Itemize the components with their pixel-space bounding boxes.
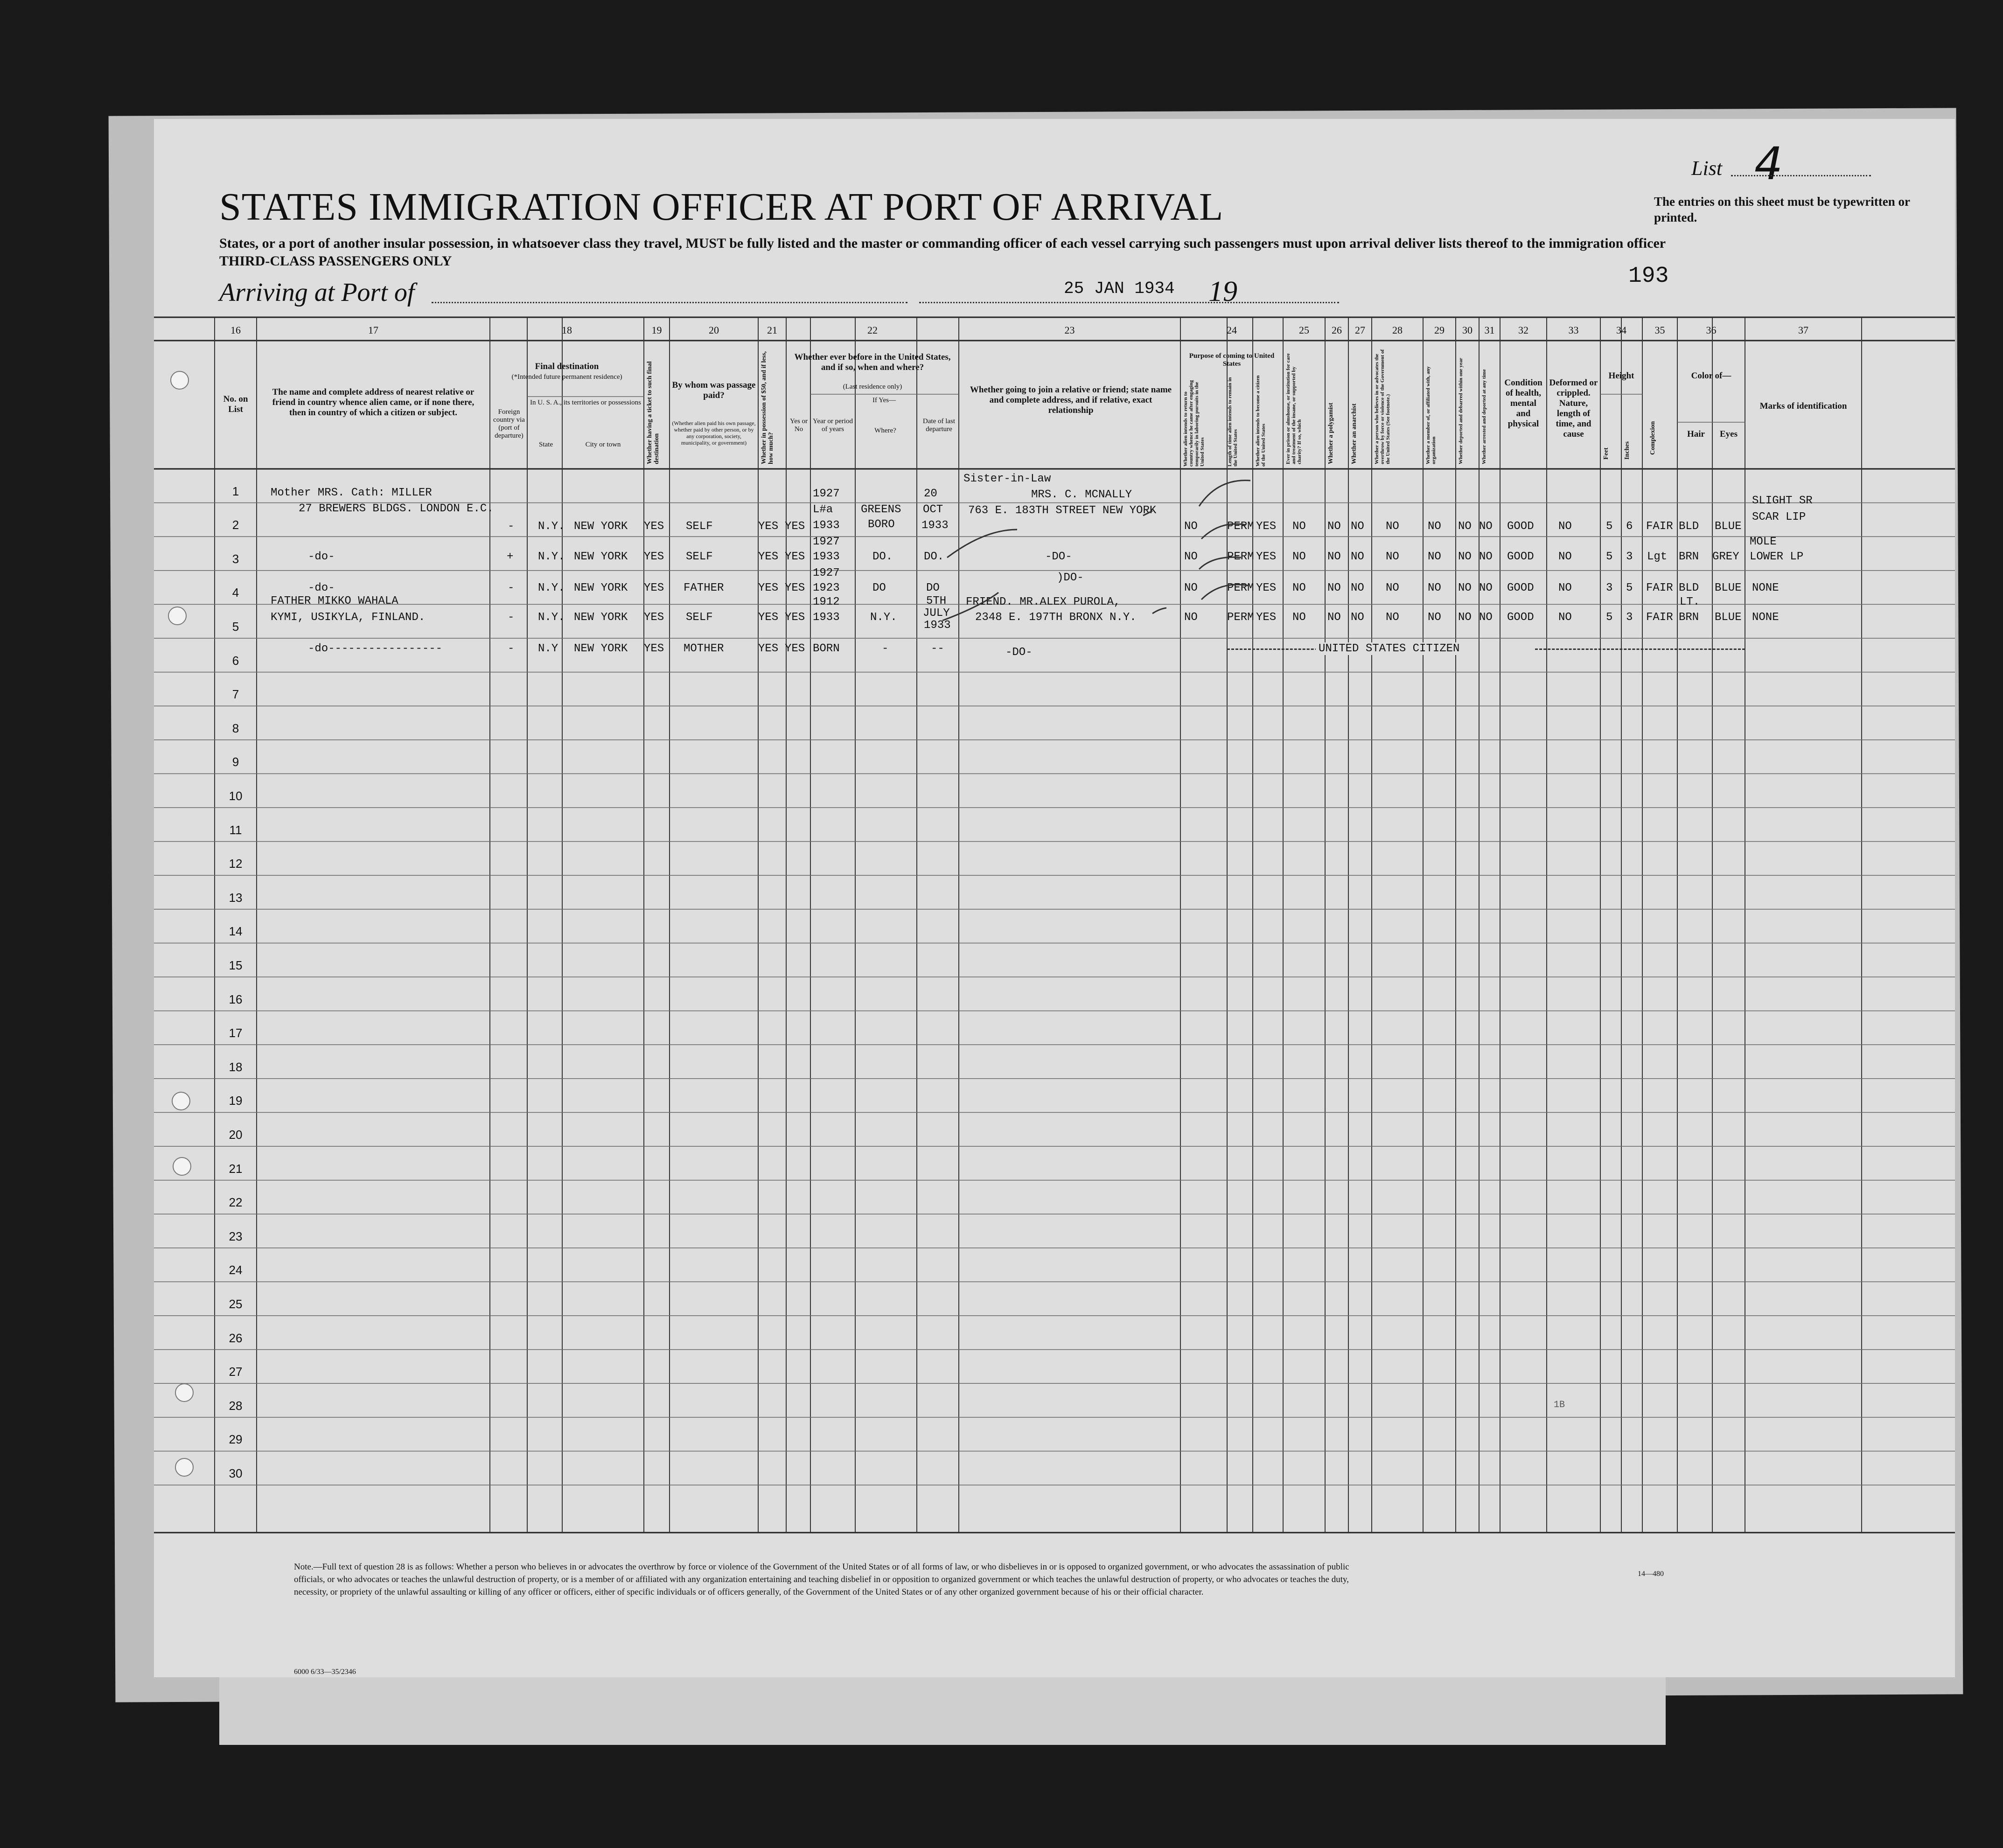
row-number: 2 <box>232 518 239 532</box>
header-citizen-intent: Whether alien intends to become a citizen of the United States <box>1255 375 1266 467</box>
row-number: 9 <box>232 755 239 769</box>
r3-inches: 5 <box>1626 582 1633 594</box>
r3-where: DO <box>872 582 886 594</box>
r4-citizen: YES <box>1256 611 1277 624</box>
colnum-31: 31 <box>1484 324 1495 336</box>
r1-polygamist: NO <box>1327 520 1341 533</box>
r4-length: PERM <box>1227 611 1254 624</box>
header-feet: Feet <box>1603 447 1610 460</box>
r3-overthrow: NO <box>1386 582 1399 594</box>
binder-hole <box>168 607 187 625</box>
row-number: 24 <box>229 1263 243 1277</box>
r4-return: NO <box>1184 611 1198 624</box>
header-height: Height <box>1608 371 1634 381</box>
binder-hole <box>170 371 189 390</box>
r1-anarchist: NO <box>1351 520 1364 533</box>
r2-where: DO. <box>872 551 893 563</box>
r5-paid: MOTHER <box>684 642 724 655</box>
header-no-on-list: No. on List <box>223 394 248 414</box>
r1-organization: NO <box>1428 520 1441 533</box>
r3-year-2: 1923 <box>813 582 840 594</box>
row-number: 12 <box>229 857 243 871</box>
binder-hole <box>173 1157 191 1176</box>
r4-relative-line2: KYMI, USIKYLA, FINLAND. <box>271 611 426 624</box>
r3-return: NO <box>1184 582 1198 594</box>
header-final-destination: Final destination <box>535 362 599 371</box>
r1-relative-line2: 27 BREWERS BLDGS. LONDON E.C. <box>299 502 494 515</box>
class-line: THIRD-CLASS PASSENGERS ONLY <box>219 253 452 269</box>
list-label: List <box>1691 157 1723 180</box>
year-right: 193 <box>1628 264 1669 289</box>
row-number: 15 <box>229 958 243 972</box>
header-health: Condition of health, mental and physical <box>1504 378 1542 429</box>
r3-before: YES <box>785 582 805 594</box>
r4-year-2: 1933 <box>813 611 840 624</box>
r1-overthrow: NO <box>1386 520 1399 533</box>
row-number: 11 <box>229 823 242 837</box>
header-organization: Whether a member of, or affiliated with, any organization <box>1425 366 1437 464</box>
r1-join-relationship: Sister-in-Law <box>963 473 1051 485</box>
r1-return: NO <box>1184 520 1198 533</box>
r3-money: YES <box>758 582 779 594</box>
r3-join: )DO- <box>1057 572 1084 584</box>
r2-money: YES <box>758 551 779 563</box>
r3-paid: FATHER <box>684 582 724 594</box>
r1-health: GOOD <box>1507 520 1534 533</box>
colnum-16: 16 <box>230 324 241 336</box>
colnum-35: 35 <box>1654 324 1665 336</box>
header-prison: Ever in prison or almshouse, or institution for care and treatment of the insane, or supported by charity? If so, which <box>1285 353 1302 464</box>
row-number: 8 <box>232 721 239 735</box>
r1-year-3: 1933 <box>813 519 840 532</box>
r2-return: NO <box>1184 551 1198 563</box>
r2-paid: SELF <box>686 551 713 563</box>
r3-citizen: YES <box>1256 582 1277 594</box>
r4-eyes: BLUE <box>1715 611 1742 624</box>
r3-year-1: 1927 <box>813 567 840 579</box>
colnum-33: 33 <box>1568 324 1579 336</box>
row-number: 10 <box>229 789 243 803</box>
footnote: Note.—Full text of question 28 is as follows: Whether a person who believes in or advocates the overthrow by force or violence of the Government of the United States or of all forms of law, or who disbelieves in or is opposed to organized government, or who advocates the assassination of public officials, or who advocates or teaches the unlawful destruction of property, or is a member of or affiliated with any organization entertaining and teaching disbelief in or opposition to organized government or which teaches the unlawful destruction of property, or who advocates or teaches the duty, necessity, or propriety of the unlawful assaulting or killing of any officer or officers, either of specific individuals or of officers generally, of the Government of the United States or of any other organized government because of his or their official character. <box>294 1562 1349 1597</box>
colnum-34: 34 <box>1616 324 1626 336</box>
header-before-in-us: Whether ever before in the United States, and if so, when and where? <box>794 352 951 372</box>
r3-hair: BLD <box>1679 582 1699 594</box>
r3-deported: NO <box>1458 582 1472 594</box>
r2-year-1: 1927 <box>813 536 840 548</box>
r4-relative-line1: FATHER MIKKO WAHALA <box>271 595 398 607</box>
list-number: 4 <box>1754 138 1783 190</box>
row-number: 14 <box>229 924 243 939</box>
row-number: 27 <box>229 1365 243 1379</box>
r4-overthrow: NO <box>1386 611 1399 624</box>
header-hair: Hair <box>1687 429 1705 439</box>
r2-ticket: YES <box>644 551 664 563</box>
r5-departure: -- <box>931 642 944 655</box>
colnum-18: 18 <box>562 324 572 336</box>
r4-inches: 3 <box>1626 611 1633 624</box>
r1-join-address: 763 E. 183TH STREET NEW YORK <box>968 504 1157 517</box>
r2-health: GOOD <box>1507 551 1534 563</box>
row-number: 18 <box>229 1060 243 1074</box>
header-inches: Inches <box>1624 441 1631 460</box>
r3-arrested: NO <box>1479 582 1493 594</box>
r1-citizen: YES <box>1256 520 1277 533</box>
r4-marks: NONE <box>1752 611 1779 624</box>
colnum-21: 21 <box>767 324 777 336</box>
r1-year-1: 1927 <box>813 488 840 500</box>
r3-relative: -do- <box>308 582 335 594</box>
r1-deported: NO <box>1458 520 1472 533</box>
row-number: 22 <box>229 1195 243 1210</box>
r2-marks-1: MOLE <box>1750 536 1777 548</box>
header-complexion: Complexion <box>1649 421 1656 455</box>
row-number: 13 <box>229 890 243 905</box>
r1-join-name: MRS. C. MCNALLY <box>1031 488 1132 501</box>
r2-hair: BRN <box>1679 551 1699 563</box>
arriving-label: Arriving at Port of <box>219 278 415 307</box>
colnum-23: 23 <box>1064 324 1075 336</box>
r3-ticket: YES <box>644 582 664 594</box>
header-yes-no: Yes or No <box>789 418 808 433</box>
header-if-yes: If Yes— <box>872 397 896 404</box>
colnum-28: 28 <box>1392 324 1403 336</box>
r4-join-1: FRIEND. MR.ALEX PUROLA, <box>966 596 1121 608</box>
colnum-30: 30 <box>1462 324 1473 336</box>
r5-money: YES <box>758 642 779 655</box>
colnum-27: 27 <box>1355 324 1365 336</box>
r2-foreign: + <box>507 551 514 563</box>
header-arrested: Whether arrested and deported at any time <box>1481 369 1487 464</box>
r3-health: GOOD <box>1507 582 1534 594</box>
r3-marks: NONE <box>1752 582 1779 594</box>
row-number: 20 <box>229 1128 243 1142</box>
r4-anarchist: NO <box>1351 611 1364 624</box>
r4-foreign: - <box>508 611 515 624</box>
header-eyes: Eyes <box>1720 429 1738 439</box>
colnum-26: 26 <box>1332 324 1342 336</box>
r2-organization: NO <box>1428 551 1441 563</box>
r3-complexion: FAIR <box>1646 582 1673 594</box>
r1-inches: 6 <box>1626 520 1633 533</box>
row-number: 1 <box>232 484 239 498</box>
r5-citizen-note: UNITED STATES CITIZEN <box>1316 642 1462 655</box>
r4-complexion: FAIR <box>1646 611 1673 624</box>
r3-length: PERM <box>1227 582 1254 594</box>
header-city: City or town <box>585 441 621 448</box>
row-number: 19 <box>229 1094 243 1108</box>
r5-state: N.Y <box>538 642 558 655</box>
header-in-usa: In U. S. A., its territories or possessions <box>530 399 641 406</box>
colnum-29: 29 <box>1434 324 1445 336</box>
r5-born: BORN <box>813 642 840 655</box>
header-last-departure: Date of last departure <box>922 418 956 433</box>
header-passage-paid: By whom was passage paid? <box>672 380 756 400</box>
colnum-22: 22 <box>867 324 878 336</box>
r5-foreign: - <box>508 642 515 655</box>
header-purpose: Purpose of coming to United States <box>1189 352 1275 368</box>
r1-where-2: BORO <box>868 518 895 531</box>
r1-prison: NO <box>1292 520 1306 533</box>
r2-complexion: Lgt <box>1647 551 1668 563</box>
pencil-check-marks <box>154 119 1955 1677</box>
header-deformed: Deformed or crippled. Nature, length of time, and cause <box>1549 378 1598 439</box>
r1-complexion: FAIR <box>1646 520 1673 533</box>
row-number: 5 <box>232 620 239 634</box>
row-number: 21 <box>229 1161 243 1176</box>
r2-city: NEW YORK <box>574 551 628 563</box>
header-foreign-country: Foreign country via (port of departure) <box>493 408 525 439</box>
header-state: State <box>539 441 553 448</box>
colnum-19: 19 <box>651 324 662 336</box>
header-polygamist: Whether a polygamist <box>1327 403 1334 464</box>
row-number: 3 <box>232 551 239 566</box>
r1-eyes: BLUE <box>1715 520 1742 533</box>
r4-hair: BRN <box>1679 611 1699 624</box>
header-ticket: Whether having a ticket to such final destination <box>646 361 660 464</box>
r4-where: N.Y. <box>870 611 897 624</box>
r2-anarchist: NO <box>1351 551 1364 563</box>
r4-money: YES <box>758 611 779 624</box>
r1-where-1: GREENS <box>861 503 901 516</box>
colnum-37: 37 <box>1798 324 1808 336</box>
r4-departure-2: JULY <box>923 607 950 620</box>
r1-city: NEW YORK <box>574 520 628 533</box>
entries-note: The entries on this sheet must be typewritten or printed. <box>1654 195 1910 224</box>
r5-city: NEW YORK <box>574 642 628 655</box>
r1-departure-3: 1933 <box>921 519 949 532</box>
r4-deported: NO <box>1458 611 1472 624</box>
colnum-36: 36 <box>1706 324 1717 336</box>
r2-inches: 3 <box>1626 551 1633 563</box>
r3-departure: DO <box>926 582 940 594</box>
manifest-sheet <box>154 119 1955 1677</box>
header-relative-address: The name and complete address of nearest relative or friend in country whence alien came, or if none there, then in country of which a citizen or subject. <box>272 387 475 418</box>
r4-health: GOOD <box>1507 611 1534 624</box>
r3-feet: 3 <box>1606 582 1613 594</box>
r2-polygamist: NO <box>1327 551 1341 563</box>
r2-deported: NO <box>1458 551 1472 563</box>
header-overthrow: Whether a person who believes in or advocates the overthrow by force or violence of the Government of the United States (See footnote.) <box>1374 349 1391 464</box>
row-number: 26 <box>229 1331 243 1345</box>
header-year: Year or period of years <box>813 418 853 433</box>
r1-departure-2: OCT <box>923 503 943 516</box>
colnum-20: 20 <box>709 324 719 336</box>
r3-deformed: NO <box>1558 582 1572 594</box>
r3-anarchist: NO <box>1351 582 1364 594</box>
r2-departure: DO. <box>924 551 944 563</box>
r2-eyes: GREY <box>1712 551 1739 563</box>
r3-organization: NO <box>1428 582 1441 594</box>
binder-hole <box>175 1383 194 1402</box>
row-number: 4 <box>232 586 239 600</box>
r2-marks-2: LOWER LP <box>1750 551 1804 563</box>
r1-departure-1: 20 <box>924 488 937 500</box>
r4-city: NEW YORK <box>574 611 628 624</box>
header-passage-paid-note: (Whether alien paid his own passage, whether paid by other person, or by any corporation, society, municipality, or government) <box>672 420 756 446</box>
header-anarchist: Whether an anarchist <box>1351 403 1358 464</box>
header-deported: Whether deported and debarred within one year <box>1458 357 1464 464</box>
year-prefix: 19 <box>1208 276 1237 307</box>
r2-length: PERM <box>1227 551 1254 563</box>
row-number: 7 <box>232 687 239 702</box>
r4-join-2: 2348 E. 197TH BRONX N.Y. <box>975 611 1137 624</box>
print-code: 6000 6/33—35/2346 <box>294 1668 356 1676</box>
r4-departure-1: 5TH <box>926 595 947 607</box>
r1-length: PERM <box>1227 520 1254 533</box>
r2-before: YES <box>785 551 805 563</box>
r5-before: YES <box>785 642 805 655</box>
r4-organization: NO <box>1428 611 1441 624</box>
row-number: 30 <box>229 1466 243 1480</box>
r2-citizen: YES <box>1256 551 1277 563</box>
header-final-destination-note: (*Intended future permanent residence) <box>511 373 622 381</box>
r3-eyes: BLUE <box>1715 582 1742 594</box>
r1-money: YES <box>758 520 779 533</box>
r1-year-2: L#a <box>813 503 833 516</box>
header-where: Where? <box>874 427 896 434</box>
header-marks: Marks of identification <box>1759 401 1847 411</box>
r1-hair: BLD <box>1679 520 1699 533</box>
r1-foreign: - <box>508 520 515 533</box>
r4-hair-prefix: LT. <box>1680 596 1700 608</box>
r4-year-1: 1912 <box>813 596 840 608</box>
r1-paid: SELF <box>686 520 713 533</box>
r4-polygamist: NO <box>1327 611 1341 624</box>
r3-city: NEW YORK <box>574 582 628 594</box>
r4-arrested: NO <box>1479 611 1493 624</box>
r3-polygamist: NO <box>1327 582 1341 594</box>
r1-ticket: YES <box>644 520 664 533</box>
r1-feet: 5 <box>1606 520 1613 533</box>
marginal-note: 1B <box>1554 1400 1565 1410</box>
r2-year-2: 1933 <box>813 551 840 563</box>
colnum-17: 17 <box>368 324 378 336</box>
date-stamp: 25 JAN 1934 <box>1064 279 1175 298</box>
r5-join: -DO- <box>1005 646 1033 659</box>
form-number: 14—480 <box>1638 1570 1664 1578</box>
row-number: 25 <box>229 1297 243 1311</box>
r2-deformed: NO <box>1558 551 1572 563</box>
r1-marks-2: SCAR LIP <box>1752 511 1806 523</box>
header-length-of-stay: Length of time alien intends to remain in the United States <box>1227 377 1238 467</box>
binder-hole <box>172 1092 190 1110</box>
r1-relative-line1: Mother MRS. Cath: MILLER <box>271 487 432 499</box>
r2-join: -DO- <box>1045 551 1072 563</box>
r4-prison: NO <box>1292 611 1306 624</box>
header-join-relative: Whether going to join a relative or friend; state name and complete address, and if relative, exact relationship <box>970 385 1172 415</box>
header-return-intent: Whether alien intends to return to country whence he came after engaging temporarily in laboring pursuits in the United States <box>1183 380 1205 467</box>
r3-foreign: - <box>508 582 515 594</box>
r4-before: YES <box>785 611 805 624</box>
r2-feet: 5 <box>1606 551 1613 563</box>
colnum-24: 24 <box>1227 324 1237 336</box>
r4-departure-3: 1933 <box>924 619 951 632</box>
r2-prison: NO <box>1292 551 1306 563</box>
header-color-of: Color of— <box>1691 371 1731 381</box>
row-number: 17 <box>229 1026 243 1040</box>
r1-deformed: NO <box>1558 520 1572 533</box>
r2-state: N.Y. <box>538 551 565 563</box>
r5-where: - <box>882 642 889 655</box>
row-number: 28 <box>229 1398 243 1413</box>
row-number: 16 <box>229 992 243 1006</box>
r2-arrested: NO <box>1479 551 1493 563</box>
r4-state: N.Y. <box>538 611 565 624</box>
r5-relative: -do----------------- <box>308 642 443 655</box>
r1-state: N.Y. <box>538 520 565 533</box>
row-number: 6 <box>232 653 239 668</box>
r2-relative: -do- <box>308 551 335 563</box>
r1-before: YES <box>785 520 805 533</box>
colnum-32: 32 <box>1518 324 1528 336</box>
r3-state: N.Y. <box>538 582 565 594</box>
colnum-25: 25 <box>1299 324 1309 336</box>
r1-arrested: NO <box>1479 520 1493 533</box>
r4-feet: 5 <box>1606 611 1613 624</box>
r2-overthrow: NO <box>1386 551 1399 563</box>
r5-ticket: YES <box>644 642 664 655</box>
r3-prison: NO <box>1292 582 1306 594</box>
instruction-text: States, or a port of another insular possession, in whatsoever class they travel, MUST be fully listed and the master or commanding officer of each vessel carrying such passengers must upon arrival deliver lists thereof to the immigration officer <box>219 236 1666 251</box>
row-number: 23 <box>229 1229 243 1243</box>
header-fifty-dollars: Whether in possession of $50, and if less, how much? <box>761 351 775 464</box>
header-before-note: (Last residence only) <box>843 383 902 391</box>
r4-paid: SELF <box>686 611 713 624</box>
r4-ticket: YES <box>644 611 664 624</box>
page-title: STATES IMMIGRATION OFFICER AT PORT OF ARRIVAL <box>219 185 1224 229</box>
row-number: 29 <box>229 1432 243 1447</box>
r4-deformed: NO <box>1558 611 1572 624</box>
binder-hole <box>175 1458 194 1477</box>
r1-marks-1: SLIGHT SR <box>1752 495 1813 507</box>
